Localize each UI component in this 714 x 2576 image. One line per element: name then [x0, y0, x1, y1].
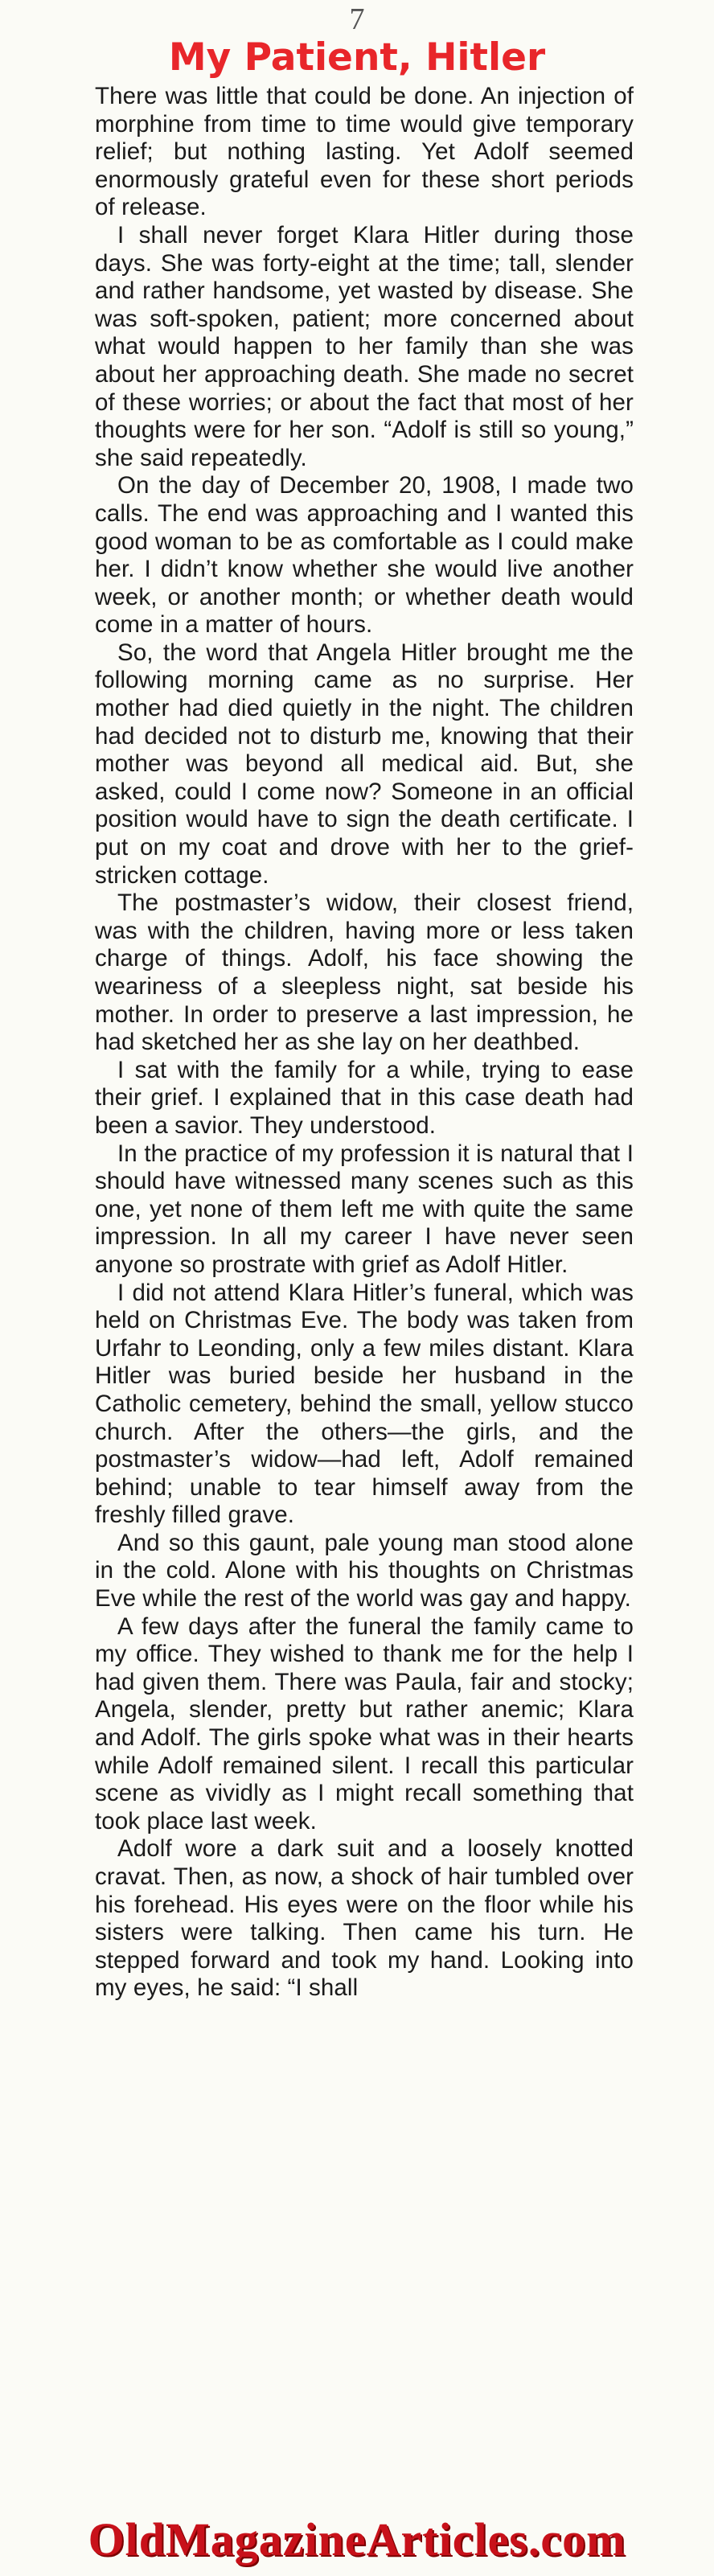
article-body: [95, 83, 634, 2003]
paragraph: So, the word that Angela Hitler brought me the following morning came as no surprise. Her mother had died quietly in the night. The children had decided not to disturb me, knowing that their mother was beyond all medical aid. But, she asked, could I come now? Someone in an official position would have to sign the death certificate. I put on my coat and drove with her to the grief-stricken cottage.: [95, 639, 634, 889]
paragraph: And so this gaunt, pale young man stood alone in the cold. Alone with his thoughts on Christmas Eve while the rest of the world was gay and happy.: [95, 1529, 634, 1613]
watermark: OldMagazineArticles.com: [88, 2513, 626, 2566]
page-number: 7: [349, 2, 365, 36]
article-title: My Patient, Hitler: [168, 35, 546, 80]
paragraph: I shall never forget Klara Hitler during those days. She was forty-eight at the time; tall, slender and rather handsome, yet wasted by disease. She was soft-spoken, patient; more concerned about what would happen to her family than she was about her approaching death. She made no secret of these worries; or about the fact that most of her thoughts were for her son. “Adolf is still so young,” she said repeatedly.: [95, 221, 634, 471]
paragraph: I did not attend Klara Hitler’s funeral, which was held on Christmas Eve. The body was taken from Urfahr to Leonding, only a few miles distant. Klara Hitler was buried beside her husband in the Catholic cemetery, behind the small, yellow stucco church. After the others—the girls, and the postmaster’s widow—had left, Adolf remained behind; unable to tear himself away from the freshly filled grave.: [95, 1279, 634, 1529]
paragraph: There was little that could be done. An injection of morphine from time to time would give temporary relief; but nothing lasting. Yet Adolf seemed enormously grateful even for these short periods of release.: [95, 83, 634, 221]
paragraph: I sat with the family for a while, trying to ease their grief. I explained that in this case death had been a savior. They understood.: [95, 1056, 634, 1139]
paragraph: On the day of December 20, 1908, I made two calls. The end was approaching and I wanted this good woman to be as comfortable as I could make her. I didn’t know whether she would live another week, or another month; or whether death would come in a matter of hours.: [95, 472, 634, 639]
paragraph: The postmaster’s widow, their closest friend, was with the children, having more or less taken charge of things. Adolf, his face showing the weariness of a sleepless night, sat beside his mother. In order to preserve a last impression, he had sketched her as she lay on her deathbed.: [95, 889, 634, 1056]
paragraph: Adolf wore a dark suit and a loosely knotted cravat. Then, as now, a shock of hair tumbled over his forehead. His eyes were on the floor while his sisters were talking. Then came his turn. He stepped forward and took my hand. Looking into my eyes, he said: “I shall: [95, 1835, 634, 2002]
paragraph: In the practice of my profession it is natural that I should have witnessed many scenes such as this one, yet none of them left me with quite the same impression. In all my career I have never seen anyone so prostrate with grief as Adolf Hitler.: [95, 1140, 634, 1278]
paragraph: A few days after the funeral the family came to my office. They wished to thank me for the help I had given them. There was Paula, fair and stocky; Angela, slender, pretty but rather anemic; Klara and Adolf. The girls spoke what was in their hearts while Adolf remained silent. I recall this particular scene as vividly as I might recall something that took place last week.: [95, 1613, 634, 1834]
